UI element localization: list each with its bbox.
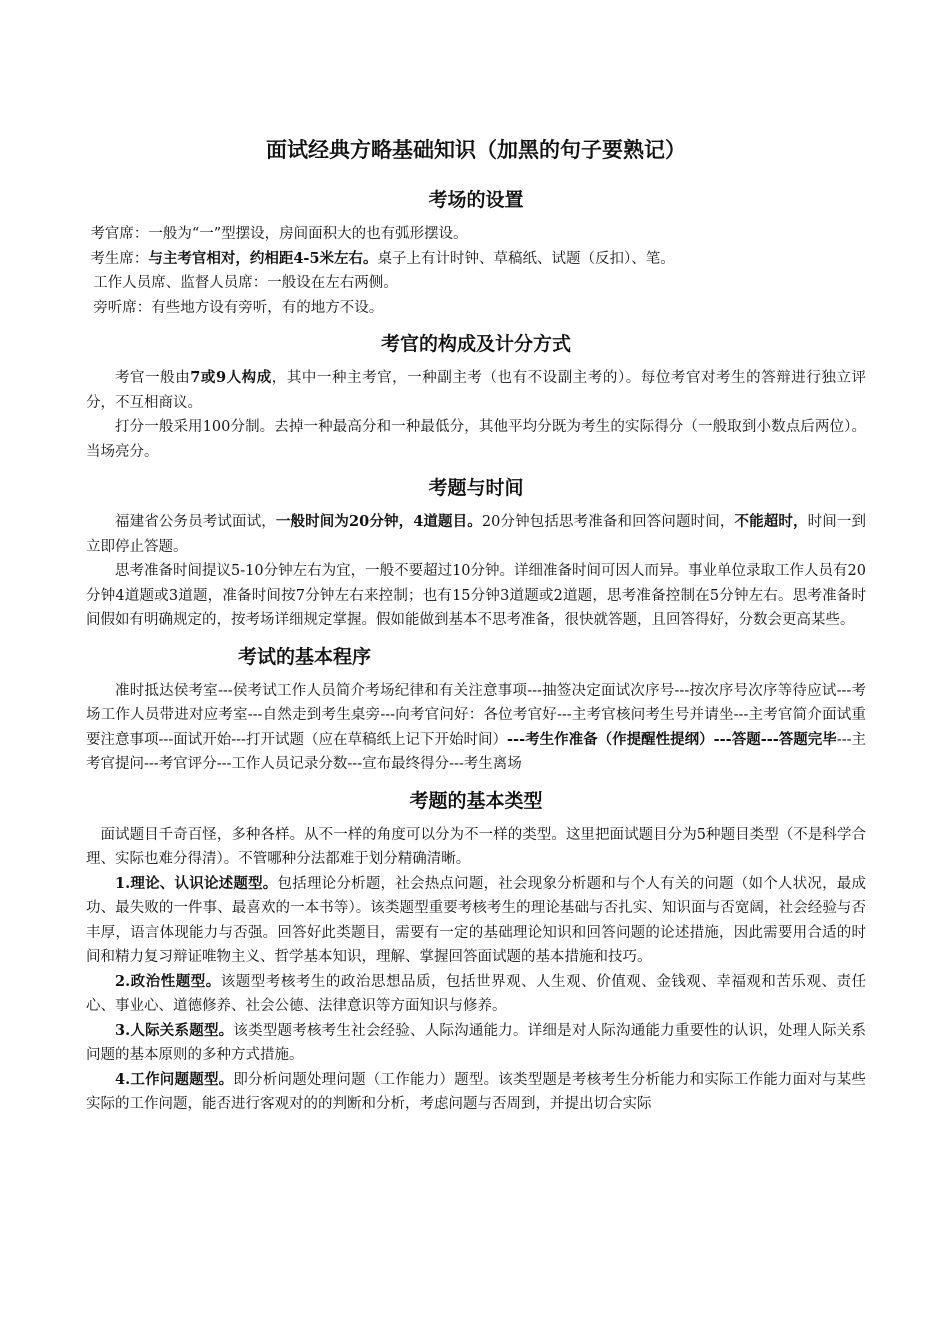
paragraph-question-types-intro: 面试题目千奇百怪，多种各样。从不一样的角度可以分为不一样的类型。这里把面试题目分为5种题目类型（不是科学合理、实际也难分得清）。不管哪种分法都难于划分精确清晰。 — [86, 826, 866, 867]
list-item-type-4 — [86, 1068, 866, 1117]
paragraph-audience-seat: 旁听席：有些地方设有旁听，有的地方不设。 — [93, 299, 384, 316]
text-run: 准时抵达侯考室---侯考试工作人员简介考场纪律和有关注意事项---抽签决定面试次序号---按次序号次序等待应试---考场工作人员带进对应考室---自然走到考生桌旁---向考官问好：各位考官好---主考官核问考生号并请坐---主考官简介面试重要注意事项---面试开始---打开试题（应在草稿纸上记下开始时间） — [86, 682, 866, 748]
list-item-type-3 — [86, 1019, 866, 1068]
paragraph-interview-time — [86, 510, 866, 559]
document-title: 面试经典方略基础知识（加黑的句子要熟记） — [266, 138, 686, 162]
paragraph-preparation-time: 思考准备时间提议5-10分钟左右为宜，一般不要超过10分钟。详细准备时间可因人而异。事业单位录取工作人员有20分钟4道题或3道题，准备时间按7分钟左右来控制；也有15分钟3道题或2道题，思考准备控制在5分钟左右。思考准备时间假如有明确规定的，按考场详细规定掌握。假如能做到基本不思考准备，很快就答题，且回答得好，分数会更高某些。 — [86, 563, 866, 628]
bold-text: 1.理论、认识论述题型。 — [115, 874, 278, 892]
list-item-type-1 — [86, 872, 866, 970]
text-run: 考生席： — [90, 250, 149, 267]
paragraph-examiner-composition — [86, 366, 866, 415]
text-run: 时间一到立即停止答题。 — [86, 514, 867, 555]
text-run: 20分钟包括思考准备和回答问题时间， — [481, 514, 735, 530]
section-body-question-types — [86, 823, 866, 1117]
section-body-examiners-scoring — [86, 366, 866, 464]
section-body-basic-procedure — [86, 679, 866, 777]
section-heading-questions-time: 考题与时间 — [428, 477, 524, 499]
bold-text: 与主考官相对，约相距4-5米左右。 — [148, 249, 378, 267]
section-heading-exam-room-setup: 考场的设置 — [428, 189, 524, 211]
list-item-type-2 — [86, 970, 866, 1019]
text-run: 包括理论分析题，社会热点问题，社会现象分析题和与个人有关的问题（如个人状况，最成功、最失败的一件事、最喜欢的一本书等）。该类题型重要考核考生的理论基础与否扎实、知识面与否宽阔，社会经验与否丰厚，语言体现能力与否强。回答好此类题目，需要有一定的基础理论知识和回答问题的论述措施，因此需要用合适的时间和精力复习辩证唯物主义、哲学基本知识，理解、掌握回答面试题的基本措施和技巧。 — [86, 875, 866, 965]
text-run: 该类型题考核考生社会经验、人际沟通能力。详细是对人际沟通能力重要性的认识，处理人际关系问题的基本原则的多种方式措施。 — [86, 1022, 866, 1063]
section-heading-examiners-scoring: 考官的构成及计分方式 — [380, 333, 571, 355]
section-heading-basic-procedure: 考试的基本程序 — [238, 645, 372, 668]
text-run: 桌子上有计时钟、草稿纸、试题（反扣）、笔。 — [377, 250, 675, 267]
text-run: 即分析问题处理问题（工作能力）题型。该类型题是考核考生分析能力和实际工作能力面对与某些实际的工作问题，能否进行客观对的的判断和分析，考虑问题与否周到，并提出切合实际 — [86, 1071, 866, 1112]
paragraph-procedure-steps — [86, 679, 866, 777]
section-heading-question-types: 考题的基本类型 — [409, 789, 543, 812]
paragraph-scoring: 打分一般采用100分制。去掉一种最高分和一种最低分，其他平均分既为考生的实际得分（一般取到小数点后两位）。当场亮分。 — [86, 419, 866, 460]
document-page — [86, 130, 866, 1117]
text-run: ，其中一种主考官，一种副主考（也有不设副主考的）。每位考官对考生的答辩进行独立评分，不互相商议。 — [86, 370, 867, 411]
section-body-questions-time — [86, 510, 866, 633]
bold-text: 4.工作问题题型。 — [115, 1070, 234, 1088]
text-run: ---主考官提问---考官评分---工作人员记录分数---宣布最终得分---考生离场 — [86, 731, 866, 772]
paragraph-staff-seat: 工作人员席、监督人员席：一般设在左右两侧。 — [93, 275, 398, 291]
bold-text: 7或9人构成 — [190, 369, 272, 386]
bold-text: 3.人际关系题型。 — [115, 1021, 234, 1039]
bold-text: 不能超时， — [734, 513, 808, 530]
text-run: 该题型考核考生的政治思想品质，包括世界观、人生观、价值观、金钱观、幸福观和苦乐观、责任心、事业心、道德修养、社会公德、法律意识等方面知识与修养。 — [86, 973, 866, 1014]
paragraph-candidate-seat — [86, 247, 866, 272]
paragraph-examiner-seat: 考官席：一般为“一”型摆设，房间面积大的也有弧形摆设。 — [90, 226, 468, 242]
bold-text: 2.政治性题型。 — [115, 972, 221, 990]
text-run: 考官一般由 — [115, 370, 191, 386]
section-body-exam-room-setup — [86, 222, 866, 320]
bold-text: ---考生作准备（作提醒性提纲）---答题---答题完毕 — [507, 730, 837, 748]
bold-text: 一般时间为20分钟，4道题目。 — [275, 513, 482, 530]
text-run: 福建省公务员考试面试， — [115, 514, 276, 530]
